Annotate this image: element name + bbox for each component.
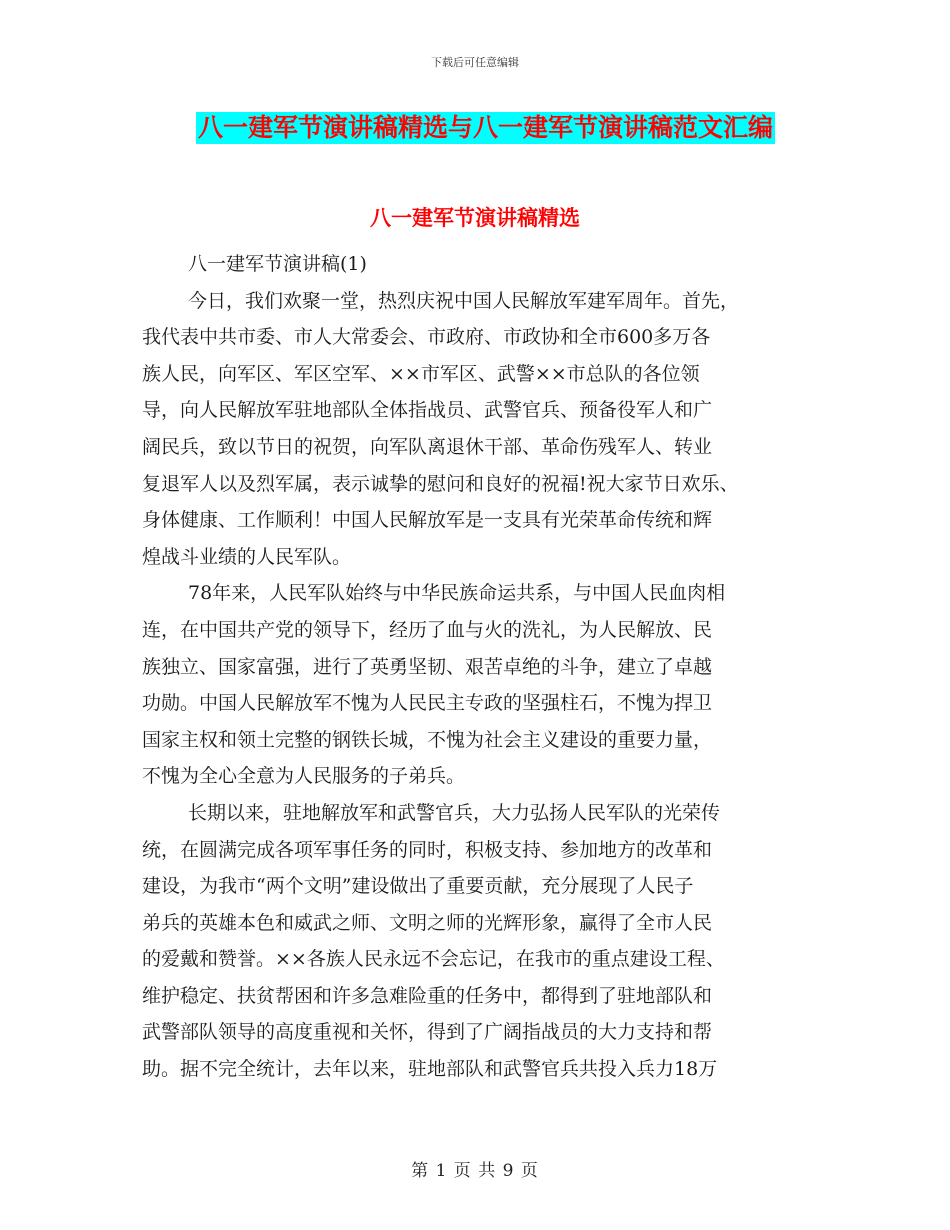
document-title: 八一建军节演讲稿精选与八一建军节演讲稿范文汇编 [198,113,774,142]
body-line: 武警部队领导的高度重视和关怀，得到了广阔指战员的大力支持和帮 [142,1021,713,1044]
body-line: 我代表中共市委、市人大常委会、市政府、市政协和全市600多万各 [142,326,711,349]
body-line: 复退军人以及烈军属，表示诚挚的慰问和良好的祝福!祝大家节日欢乐、 [142,472,739,495]
header-note: 下载后可任意编辑 [431,56,519,69]
body-line: 煌战斗业绩的人民军队。 [142,545,352,568]
body-line: 不愧为全心全意为人民服务的子弟兵。 [142,765,466,788]
body-line: 的爱戴和赞誉。××各族人民永远不会忘记，在我市的重点建设工程、 [142,948,725,971]
paragraph-heading: 八一建军节演讲稿(1) [188,253,367,275]
body-line: 族人民，向军区、军区空军、××市军区、武警××市总队的各位领 [142,362,700,385]
body-line: 功勋。中国人民解放军不愧为人民民主专政的坚强柱石，不愧为捍卫 [142,692,713,715]
body-line: 建设，为我市“两个文明”建设做出了重要贡献，充分展现了人民子 [142,875,694,898]
body-line: 维护稳定、扶贫帮困和许多急难险重的任务中，都得到了驻地部队和 [142,984,713,1007]
body-line: 统，在圆满完成各项军事任务的同时，积极支持、参加地方的改革和 [142,838,713,861]
section-title: 八一建军节演讲稿精选 [370,206,580,230]
body-line: 长期以来，驻地解放军和武警官兵，大力弘扬人民军队的光荣传 [188,801,721,824]
body-line: 今日，我们欢聚一堂，热烈庆祝中国人民解放军建军周年。首先， [188,289,740,312]
body-line: 导，向人民解放军驻地部队全体指战员、武警官兵、预备役军人和广 [142,399,713,422]
body-line: 国家主权和领土完整的钢铁长城，不愧为社会主义建设的重要力量， [142,728,713,751]
body-line: 78年来，人民军队始终与中华民族命运共系，与中国人民血肉相 [188,582,726,605]
body-line: 阔民兵，致以节日的祝贺，向军队离退休干部、革命伤残军人、转业 [142,435,713,458]
body-line: 助。据不完全统计，去年以来，驻地部队和武警官兵共投入兵力18万 [142,1058,718,1081]
body-line: 弟兵的英雄本色和威武之师、文明之师的光辉形象，赢得了全市人民 [142,911,713,934]
body-text [142,246,822,1088]
body-line: 身体健康、工作顺利！中国人民解放军是一支具有光荣革命传统和辉 [142,509,713,532]
body-line: 连，在中国共产党的领导下，经历了血与火的洗礼，为人民解放、民 [142,618,713,641]
body-line: 族独立、国家富强，进行了英勇坚韧、艰苦卓绝的斗争，建立了卓越 [142,655,713,678]
page-footer: 第 1 页 共 9 页 [411,1161,539,1181]
